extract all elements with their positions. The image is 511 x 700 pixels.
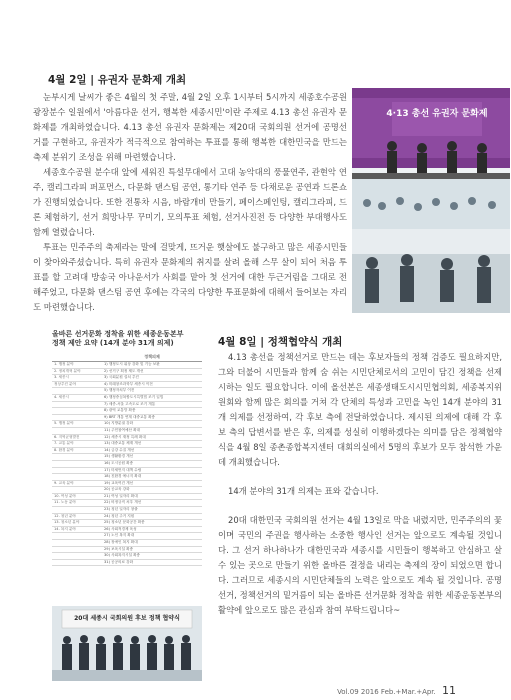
table-cell-category: 2. 정치개혁 분야 <box>52 368 102 375</box>
table-row <box>52 480 202 487</box>
table-row <box>52 447 202 454</box>
table-cell-item: 1) 행정도시 위상 강화 및 기능 보완 <box>102 362 202 369</box>
table-row <box>52 507 202 514</box>
table-cell-item: 28) 장애인 복지 확대 <box>102 540 202 547</box>
policy-proposal-table <box>52 352 202 566</box>
table-cell-item: 13) 대중교통 체계 개선 <box>102 441 202 448</box>
table-cell-category: 7. 교통 분야 <box>52 441 102 448</box>
table-cell-item: 29) 보육시설 확충 <box>102 546 202 553</box>
table-row <box>52 500 202 507</box>
section2-body <box>218 350 502 618</box>
table-cell-item: 14) 금강 수질 개선 <box>102 447 202 454</box>
table-cell-item: 10) 지방분권 강화 <box>102 421 202 428</box>
table-row <box>52 467 202 474</box>
table-cell-item: 7) 세종-서울 고속도로 조기 개통 <box>102 401 202 408</box>
table-cell-category <box>52 507 102 514</box>
table-row <box>52 540 202 547</box>
issue-label: Vol.09 2016 Feb.+Mar.+Apr. <box>337 688 436 696</box>
table-cell-item: 6) 행정중심복합도시특별법 조기 입법 <box>102 394 202 401</box>
table-cell-category: 10. 여성 분야 <box>52 493 102 500</box>
table-cell-item: 9) BRT 개통 연계 대중교통 확충 <box>102 414 202 421</box>
table-cell-category <box>52 414 102 421</box>
table-cell-category: 4. 세종시 <box>52 394 102 401</box>
table-cell-category <box>52 559 102 566</box>
table-row <box>52 421 202 428</box>
table-cell-item: 27) 노인 복지 확대 <box>102 533 202 540</box>
table-row <box>52 559 202 566</box>
table-cell-category: 5. 행정 분야 <box>52 421 102 428</box>
page-folio <box>337 684 456 697</box>
table-row <box>52 454 202 461</box>
table-heading-line1: 올바른 선거문화 정착을 위한 세종운동본부 <box>52 330 184 338</box>
table-row <box>52 381 202 388</box>
table-row <box>52 401 202 408</box>
table-row <box>52 533 202 540</box>
table-cell-item: 19) 교육여건 개선 <box>102 480 202 487</box>
section1-paragraph: 세종호수공원 분수대 앞에 세워진 특설무대에서 고대 농악대의 풍물연주, 관현악 연주, 캘리그라피 퍼포먼스, 다문화 댄스팀 공연, 통기타 연주 등 다채로운 공연과 드론쇼가 진행되었습니다. 또한 전통차 시음, 바람개비 만들기, 페이스페인팅, 캘리그라피, 드론 체험하기, 선거 희망나무 꾸미기, 모의투표 체험, 선거사진전 등 다양한 부대행사도 함께 열렸습니다. <box>33 167 347 237</box>
table-cell-category <box>52 467 102 474</box>
table-cell-category: 14. 복지 분야 <box>52 526 102 533</box>
table-cell-category: 3. 세종시 <box>52 375 102 382</box>
table-row <box>52 493 202 500</box>
table-row <box>52 434 202 441</box>
section1-title: 4월 2일 | 유권자 문화제 개최 <box>48 74 187 86</box>
banner-number: 4·13 총선 유권자 문화제 <box>386 109 488 119</box>
table-row <box>52 368 202 375</box>
table-cell-category <box>52 553 102 560</box>
table-cell-item: 5) 행정자치부 이전 <box>102 388 202 395</box>
table-row <box>52 520 202 527</box>
table-cell-item: 26) 사회적경제 육성 <box>102 526 202 533</box>
table-cell-category <box>52 460 102 467</box>
table-cell-item: 20) 공교육 강화 <box>102 487 202 494</box>
photo-policy-agreement-ceremony <box>52 606 202 681</box>
table-cell-item: 25) 청소년 문화공간 확충 <box>102 520 202 527</box>
table-row <box>52 394 202 401</box>
table-cell-category: 정상추진 분야 <box>52 381 102 388</box>
table-col-category <box>52 352 102 362</box>
table-cell-item: 3) 국회분원 설치 추진 <box>102 375 202 382</box>
table-row <box>52 513 202 520</box>
table-row <box>52 414 202 421</box>
table-row <box>52 408 202 415</box>
table-row <box>52 474 202 481</box>
banner-text: 20대 세종시 국회의원 후보 정책 협약식 <box>74 615 180 622</box>
table-cell-category <box>52 546 102 553</box>
table-cell-category: 12. 청년 분야 <box>52 513 102 520</box>
table-cell-item: 17) 미세먼지 대책 수립 <box>102 467 202 474</box>
table-cell-category: 11. 노동 분야 <box>52 500 102 507</box>
table-row <box>52 553 202 560</box>
table-cell-category <box>52 427 102 434</box>
table-row <box>52 375 202 382</box>
table-cell-item: 4) 미래창조과학부 세종시 이전 <box>102 381 202 388</box>
section2-paragraph: 4.13 총선을 정책선거로 만드는 데는 후보자들의 정책 검증도 필요하지만, 그와 더불어 시민들과 함께 숨 쉬는 시민단체로서의 고민이 담긴 정책을 선제시하는 일도 필요합니다. 이에 올선본은 세종생태도시시민협의회, 세종복지위원회와 함께 많은 회의를 거쳐 각 단체의 특성과 고민을 녹인 14개 분야의 31개 의제를 선정하여, 각 후보 측에 전달하였습니다. 제시된 의제에 대해 각 후보 측의 답변서를 받은 후, 의제를 성실히 이행하겠다는 의미를 담은 정책협약식을 4월 8일 종촌종합복지센터 대회의실에서 5명의 후보가 모두 참석한 가운데 개최했습니다. <box>218 352 502 467</box>
table-cell-item: 2) 선거구 획정 제도 개선 <box>102 368 202 375</box>
section2-paragraph: 20대 대한민국 국회의원 선거는 4월 13일로 막을 내렸지만, 민주주의의 꽃이며 국민의 주권을 행사하는 소중한 행사인 선거는 앞으로도 계속될 것입니다. 그 선거 하나하나가 대한민국과 세종시를 시민들이 행복하고 안심하고 살 수 있는 곳으로 만들기 위한 올바른 결정을 내리는 축제의 장이 되었으면 합니다. 그러므로 세종시의 시민단체들의 노력은 앞으로도 계속 될 것입니다. 공명선거, 정책선거의 밑거름이 되는 올바른 선거문화 정착을 위한 세종운동본부의 활약에 앞으로도 많은 관심과 참여 부탁드립니다~ <box>218 515 502 615</box>
stage-photo-illustration <box>352 88 510 313</box>
table-cell-category: 8. 환경 분야 <box>52 447 102 454</box>
table-row <box>52 460 202 467</box>
section1-body <box>33 90 347 315</box>
page-number: 11 <box>442 684 456 697</box>
table-heading <box>52 330 202 348</box>
table-row <box>52 487 202 494</box>
table-cell-item: 21) 여성 일자리 확대 <box>102 493 202 500</box>
table-cell-item: 12) 세종시 재정 특례 확대 <box>102 434 202 441</box>
table-cell-item: 15) 생활환경 개선 <box>102 454 202 461</box>
table-row <box>52 427 202 434</box>
table-row <box>52 362 202 369</box>
section2-paragraph: 14개 분야의 31개 의제는 표와 같습니다. <box>228 486 379 496</box>
table-row <box>52 526 202 533</box>
table-cell-item: 23) 청년 일자리 창출 <box>102 507 202 514</box>
photo-stage-performance <box>352 88 510 313</box>
table-cell-item: 16) 도시공원 확충 <box>102 460 202 467</box>
table-cell-category <box>52 533 102 540</box>
table-cell-item: 18) 친환경 에너지 확대 <box>102 474 202 481</box>
table-cell-category <box>52 388 102 395</box>
table-row <box>52 388 202 395</box>
table-cell-category: 6. 지역균형발전 <box>52 434 102 441</box>
table-col-header: 정책의제 <box>102 352 202 362</box>
section2-title: 4월 8일 | 정책협약식 개최 <box>218 336 343 348</box>
table-row <box>52 546 202 553</box>
table-cell-category: 13. 청소년 분야 <box>52 520 102 527</box>
table-cell-item: 22) 비정규직 처우 개선 <box>102 500 202 507</box>
section1-paragraph: 투표는 민주주의 축제라는 말에 걸맞게, 뜨거운 햇살에도 불구하고 많은 세종시민들이 찾아와주셨습니다. 특히 유권자 문화제의 취지를 살려 올해 스무 살이 되어 처음 투표를 할 고려대 방송국 아나운서가 사회를 맡아 첫 선거에 대한 두근거림을 그대로 전해주었고, 다문화 댄스팀 공연 후에는 각국의 다양한 투표문화에 대해서 들어보는 자리도 마련했습니다. <box>33 242 347 312</box>
policy-proposal-table-block <box>52 330 202 566</box>
table-cell-item: 31) 공공의료 강화 <box>102 559 202 566</box>
table-cell-category <box>52 474 102 481</box>
table-cell-item: 11) 주민참여예산 확대 <box>102 427 202 434</box>
group-photo-illustration <box>52 606 202 681</box>
table-heading-line2: 정책 제안 요약 (14개 분야 31개 의제) <box>52 339 174 347</box>
table-cell-category <box>52 408 102 415</box>
table-row <box>52 441 202 448</box>
table-cell-category <box>52 401 102 408</box>
table-cell-item: 8) 광역 교통망 확충 <box>102 408 202 415</box>
table-cell-category <box>52 487 102 494</box>
table-cell-category <box>52 540 102 547</box>
table-cell-category: 9. 교육 분야 <box>52 480 102 487</box>
table-cell-item: 24) 청년 주거 지원 <box>102 513 202 520</box>
table-cell-category <box>52 454 102 461</box>
section1-paragraph: 눈부시게 날씨가 좋은 4월의 첫 주말, 4월 2일 오후 1시부터 5시까지 세종호수공원 광장분수 일원에서 '아름다운 선거, 행복한 세종시민'이란 주제로 4.13 총선 유권자 문화제를 개최하였습니다. 4.13 총선 유권자 문화제는 제20대 국회의원 선거에 공명선거를 구현하고, 유권자가 적극적으로 참여하는 투표를 통해 행복한 대한민국을 만드는 축제 분위기 조성을 위해 마련했습니다. <box>33 92 347 162</box>
table-cell-category: 1. 행정 분야 <box>52 362 102 369</box>
table-cell-item: 30) 사회복지시설 확충 <box>102 553 202 560</box>
table-body <box>52 362 202 566</box>
